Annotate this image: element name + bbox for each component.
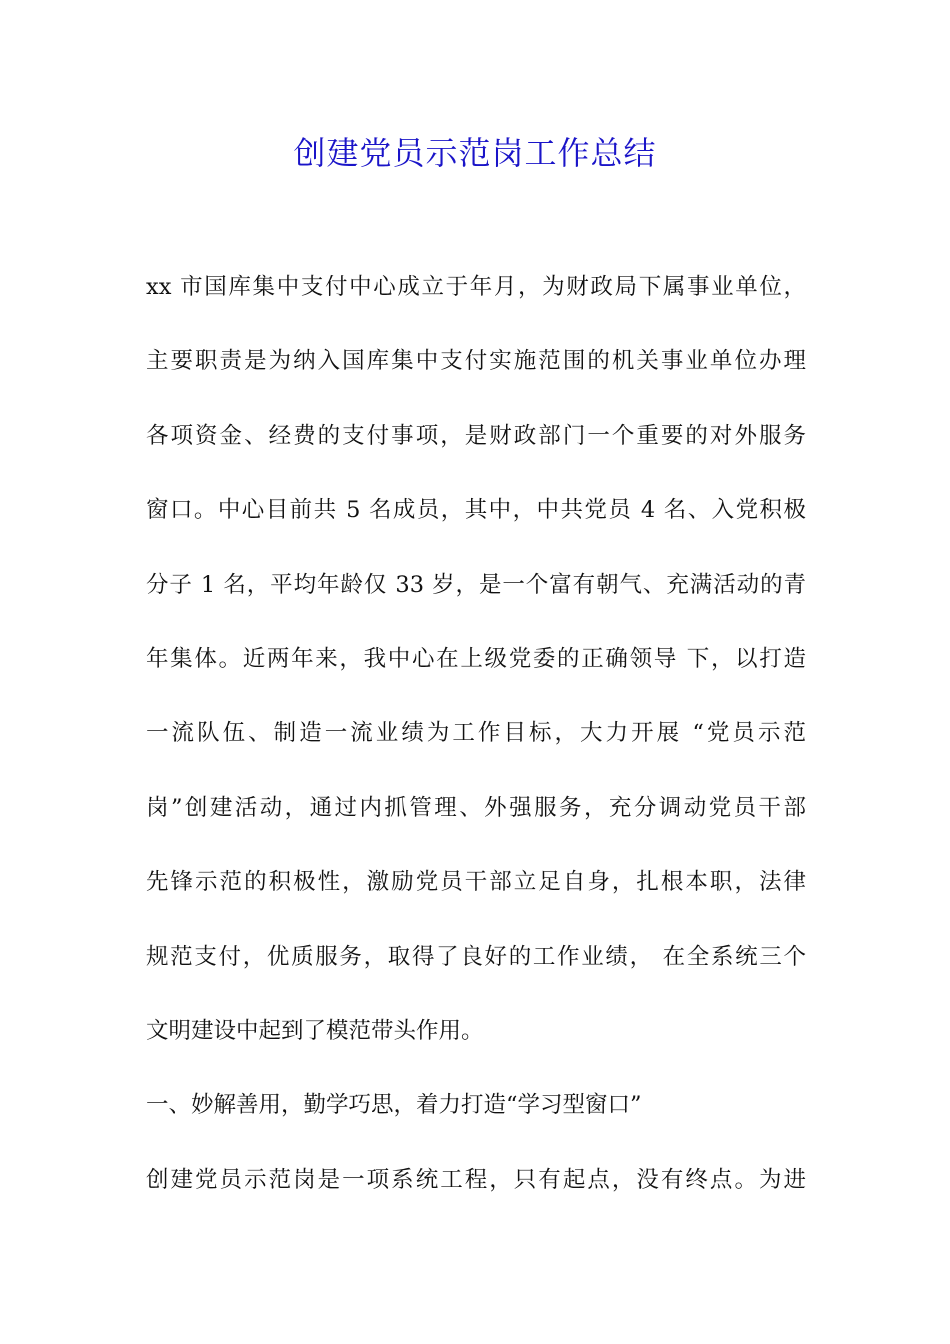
section-heading: 一、妙解善用，勤学巧思，着力打造“学习型窗口” [146,1092,642,1119]
paragraph-line: 创建党员示范岗是一项系统工程，只有起点，没有终点。为进 [146,1166,806,1193]
paragraph-line: 一流队伍、制造一流业绩为工作目标，大力开展 “党员示范 [146,720,806,747]
paragraph-line: 规范支付，优质服务，取得了良好的工作业绩， 在全系统三个 [146,943,806,970]
paragraph-line: xx 市国库集中支付中心成立于年月，为财政局下属事业单位， [146,274,806,300]
paragraph-line: 窗口。中心目前共 5 名成员，其中，中共党员 4 名、入党积极 [146,497,806,524]
paragraph-line: 主要职责是为纳入国库集中支付实施范围的机关事业单位办理 [146,348,806,375]
paragraph-line: 先锋示范的积极性，激励党员干部立足自身，扎根本职，法律 [146,869,806,896]
paragraph-line: 年集体。近两年来，我中心在上级党委的正确领导 下，以打造 [146,645,806,672]
document-title: 创建党员示范岗工作总结 [293,134,657,172]
paragraph-line: 文明建设中起到了模范带头作用。 [146,1017,484,1044]
document-body [146,260,806,1227]
paragraph-line: 分子 1 名，平均年龄仅 33 岁，是一个富有朝气、充满活动的青 [146,571,806,598]
paragraph-line: 岗”创建活动，通过内抓管理、外强服务，充分调动党员干部 [146,794,806,821]
paragraph-line: 各项资金、经费的支付事项，是财政部门一个重要的对外服务 [146,422,806,449]
